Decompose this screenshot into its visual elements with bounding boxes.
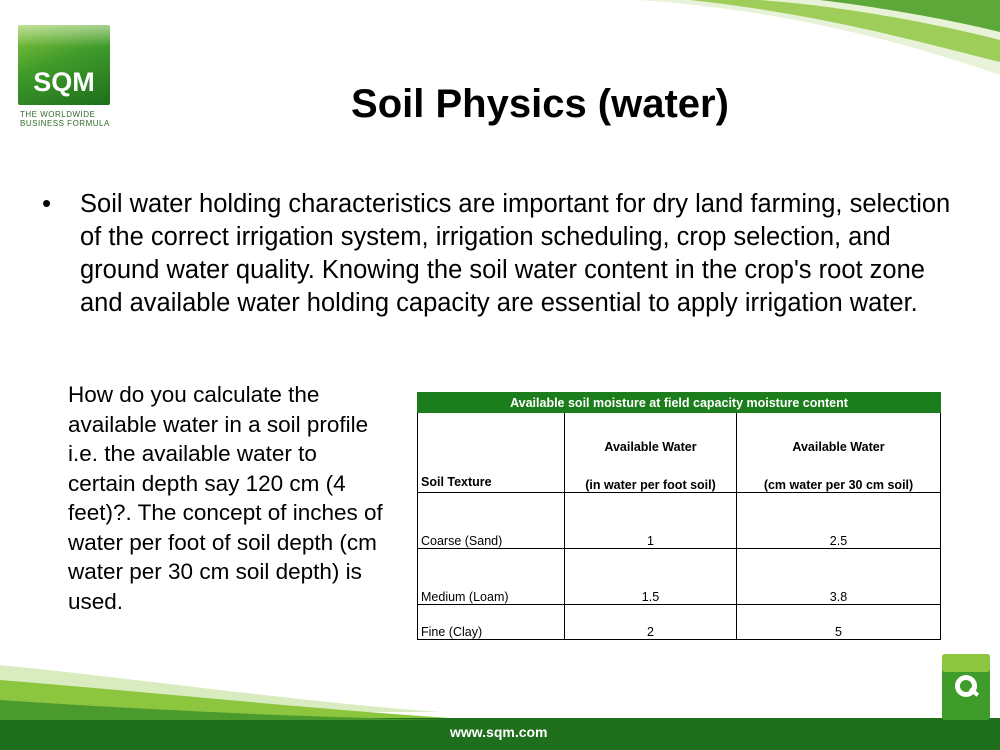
table-row — [418, 493, 941, 549]
table-title: Available soil moisture at field capacity moisture content — [418, 393, 941, 413]
table-row — [418, 549, 941, 605]
cell-texture: Fine (Clay) — [418, 605, 565, 640]
sqm-logo-text: SQM — [33, 67, 95, 97]
header-soil-texture: Soil Texture — [418, 413, 565, 493]
tagline-line-1: THE WORLDWIDE — [20, 110, 96, 119]
cell-in-per-ft: 1 — [565, 493, 737, 549]
sqm-logo — [18, 25, 110, 133]
bullet-paragraph: Soil water holding characteristics are important for dry land farming, selection of the correct irrigation system, irrigation scheduling, crop selection, and ground water quality. Knowing the soil water content in the crop's root zone and available water holding capacity are essential to apply irrigation water. — [80, 190, 951, 317]
sqm-logo-tagline — [20, 110, 112, 128]
header-in-per-ft — [565, 413, 737, 493]
cell-texture: Medium (Loam) — [418, 549, 565, 605]
cell-cm-per-30cm: 2.5 — [737, 493, 941, 549]
footer-url[interactable]: www.sqm.com — [450, 724, 548, 740]
cell-cm-per-30cm: 3.8 — [737, 549, 941, 605]
cell-cm-per-30cm: 5 — [737, 605, 941, 640]
slide-title: Soil Physics (water) — [351, 82, 729, 126]
header-cm-per-30cm — [737, 413, 941, 493]
header-in-per-ft-top: Available Water — [604, 440, 697, 454]
bullet-icon: • — [42, 188, 52, 218]
header-in-per-ft-bottom: (in water per foot soil) — [585, 478, 716, 492]
table-header-row — [418, 413, 941, 493]
question-paragraph: How do you calculate the available water in a soil profile i.e. the available water to certain depth say 120 cm (4 feet)?. The concept of inches of water per foot of soil depth (cm water per 30 cm soil depth) is used. — [68, 382, 383, 614]
sqm-badge-icon — [938, 652, 994, 722]
tagline-line-2: BUSINESS FORMULA — [20, 119, 110, 128]
cell-in-per-ft: 2 — [565, 605, 737, 640]
header-cm-top: Available Water — [792, 440, 885, 454]
cell-in-per-ft: 1.5 — [565, 549, 737, 605]
header-cm-bottom: (cm water per 30 cm soil) — [763, 478, 914, 492]
cell-texture: Coarse (Sand) — [418, 493, 565, 549]
moisture-table — [417, 392, 941, 640]
table-row — [418, 605, 941, 640]
